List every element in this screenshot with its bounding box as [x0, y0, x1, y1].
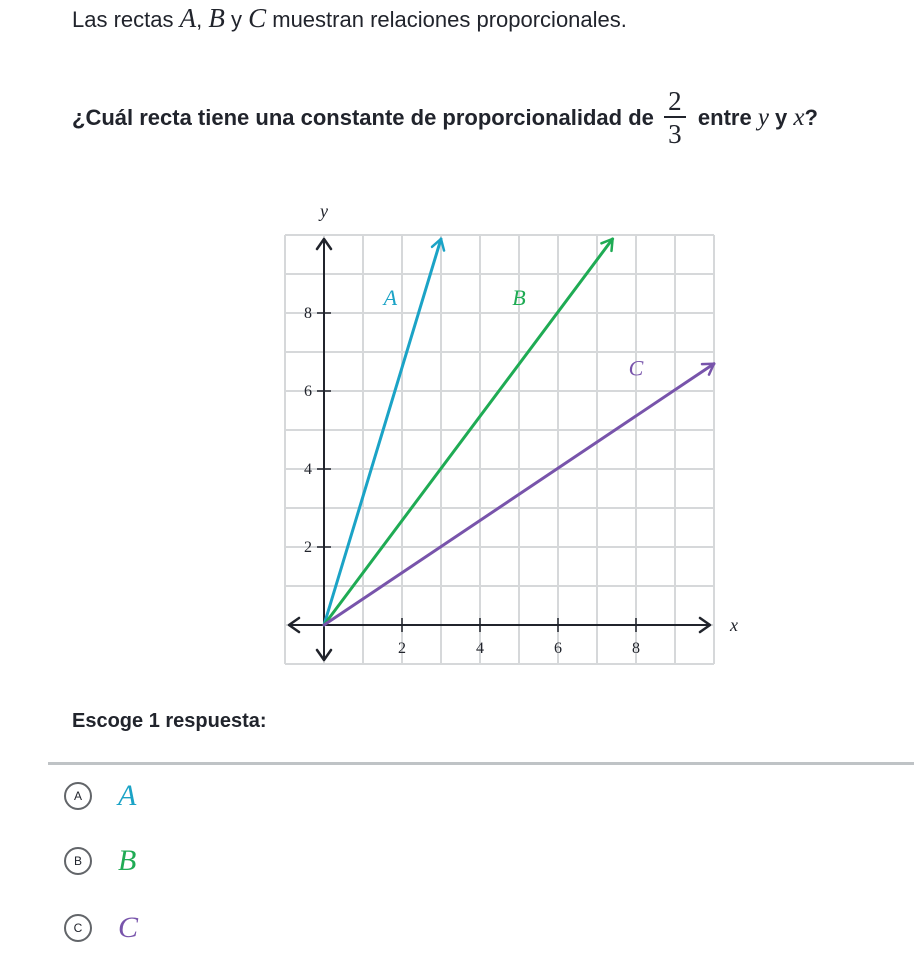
- fraction-numerator: 2: [668, 86, 682, 116]
- intro-conj: y: [230, 7, 242, 32]
- question-between: entre: [697, 105, 752, 130]
- intro-line-c: C: [248, 3, 267, 33]
- answer-prompt: Escoge 1 respuesta:: [72, 710, 267, 732]
- choice-c-bubble[interactable]: C: [64, 914, 92, 942]
- intro-prefix: Las rectas: [72, 7, 180, 32]
- x-axis-label: x: [730, 615, 738, 635]
- y-tick-label: 2: [304, 539, 312, 556]
- series-line-a: [324, 239, 441, 625]
- x-tick-label: 8: [632, 640, 640, 657]
- question-var-x: x: [793, 104, 805, 131]
- choice-a-label: A: [118, 779, 137, 812]
- x-tick-label: 6: [554, 640, 562, 657]
- y-axis-label: y: [320, 201, 328, 221]
- x-tick-label: 4: [476, 640, 484, 657]
- choice-a-bubble[interactable]: A: [64, 782, 92, 810]
- question-prefix: ¿Cuál recta tiene una constante de proporcionalidad de: [72, 105, 654, 130]
- y-tick-label: 4: [304, 461, 312, 478]
- choice-c[interactable]: [64, 908, 138, 948]
- axes: [289, 239, 710, 660]
- intro-line-b: B: [208, 3, 225, 33]
- y-tick-label: 6: [304, 383, 312, 400]
- question-end: ?: [804, 105, 818, 130]
- divider: [48, 762, 914, 765]
- question-conj: y: [775, 105, 788, 130]
- series-label-b: B: [512, 285, 526, 311]
- intro-sep: ,: [196, 7, 203, 32]
- choice-a[interactable]: [64, 776, 136, 816]
- series-label-a: A: [383, 285, 398, 311]
- choice-b-bubble[interactable]: B: [64, 847, 92, 875]
- series-line-b: [324, 239, 613, 625]
- choice-c-label: C: [118, 911, 139, 944]
- y-tick-label: 8: [304, 305, 312, 322]
- grid: [285, 235, 714, 664]
- choice-b[interactable]: [64, 841, 136, 881]
- choice-b-label: B: [118, 844, 137, 877]
- series-label-c: C: [628, 355, 644, 381]
- intro-suffix: muestran relaciones proporcionales.: [272, 7, 627, 32]
- question-var-y: y: [757, 104, 769, 131]
- fraction-denominator: 3: [668, 119, 682, 149]
- x-tick-label: 2: [398, 640, 406, 657]
- intro-line-a: A: [179, 3, 197, 33]
